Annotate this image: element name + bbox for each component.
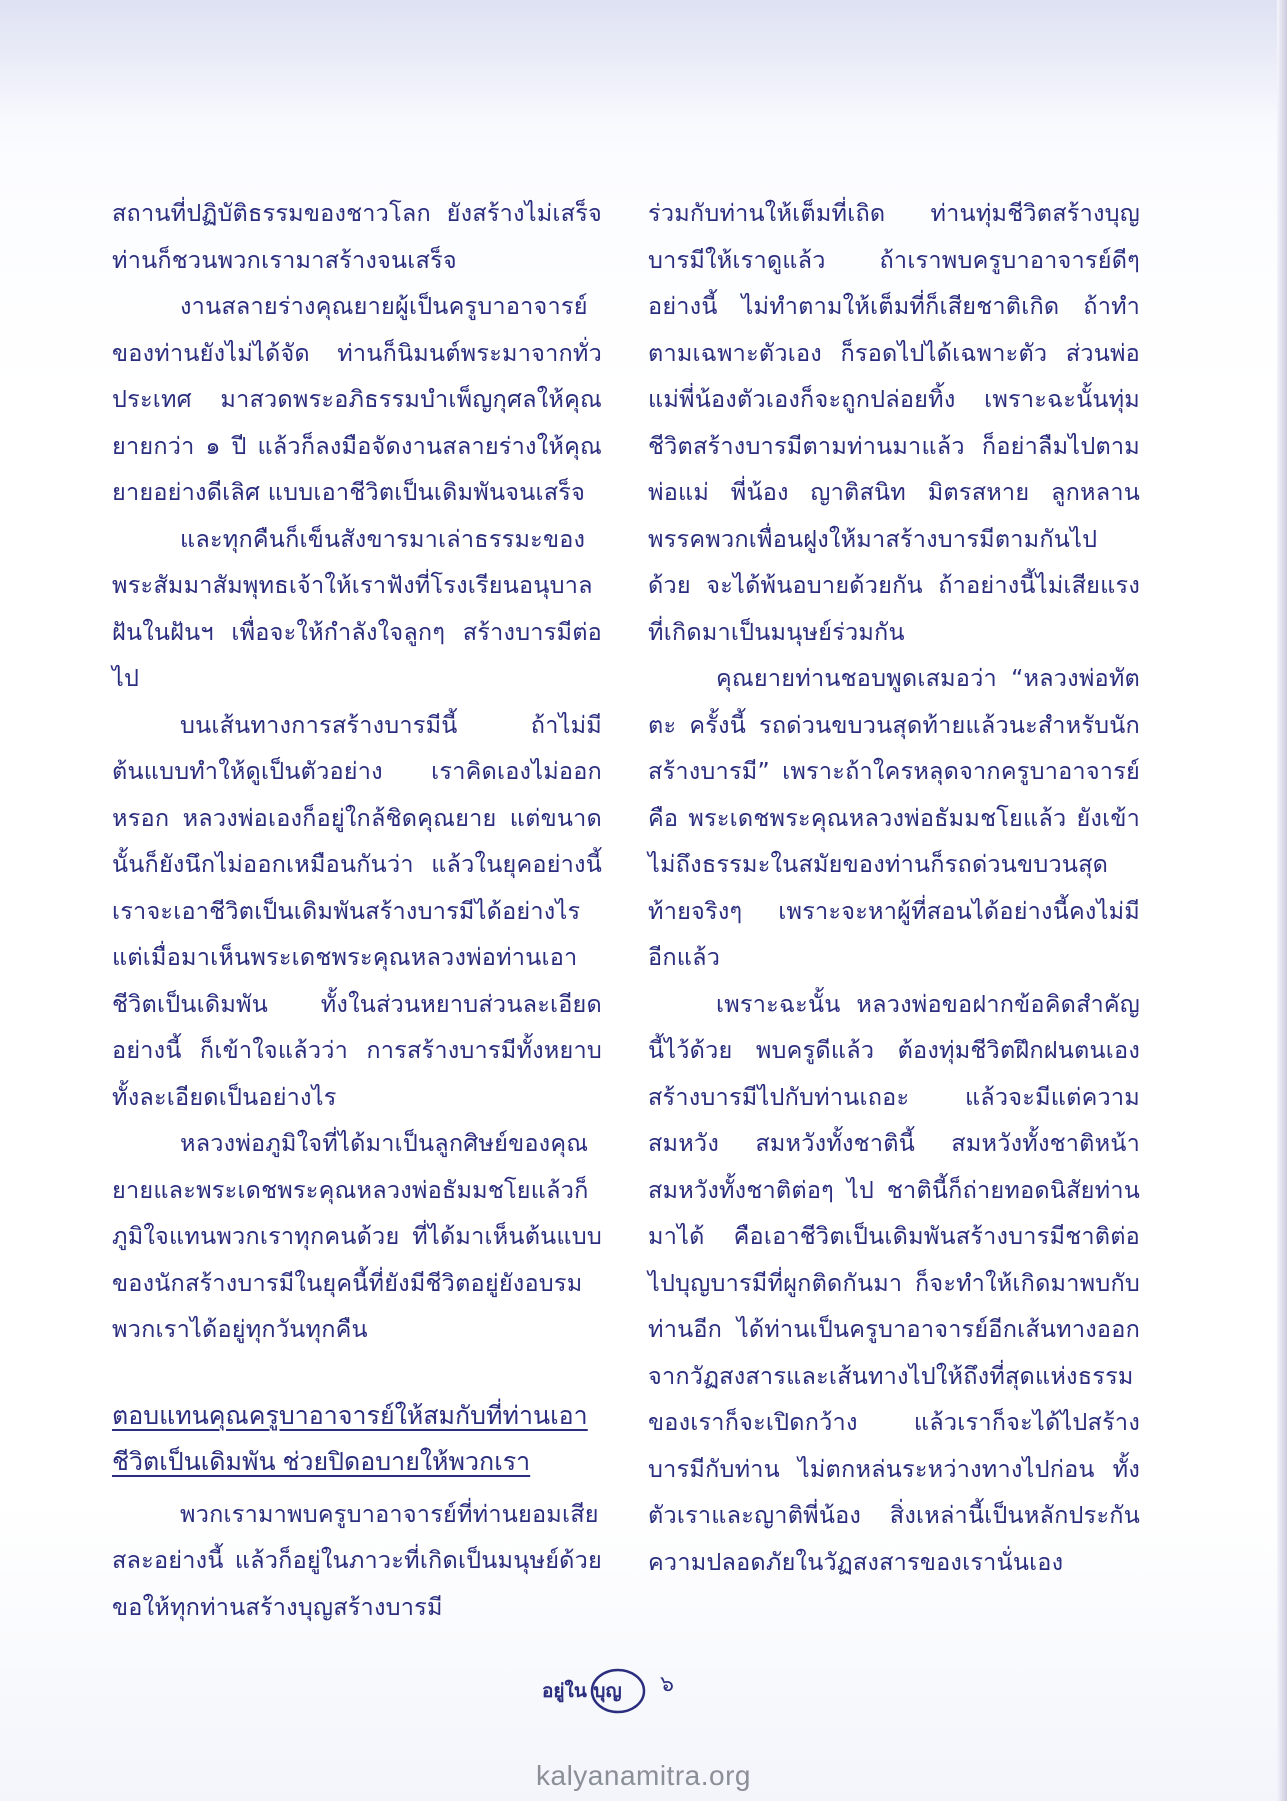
left-paragraph-1: สถานที่ปฏิบัติธรรมของชาวโลก ยังสร้างไม่เสร็จ ท่านก็ชวนพวกเรามาสร้างจนเสร็จ [112,199,602,274]
right-column [648,190,1140,1585]
left-paragraph-3: และทุกคืนก็เข็นสังขารมาเล่าธรรมะของพระสัมมาสัมพุทธเจ้าให้เราฟังที่โรงเรียนอนุบาลฝันในฝันฯ เพื่อจะให้กำลังใจลูกๆ สร้างบารมีต่อไป [112,524,602,692]
page-top-shade [0,0,1287,120]
page-number: ๖ [660,1672,674,1697]
left-paragraph-4: บนเส้นทางการสร้างบารมีนี้ ถ้าไม่มีต้นแบบทำให้ดูเป็นตัวอย่าง เราคิดเองไม่ออกหรอก หลวงพ่อเองก็อยู่ใกล้ชิดคุณยาย แต่ขนาดนั้นก็ยังนึกไม่ออกเหมือนกันว่า แล้วในยุคอย่างนี้ เราจะเอาชีวิตเป็นเดิมพันสร้างบารมีได้อย่างไร แต่เมื่อมาเห็นพระเดชพระคุณหลวงพ่อท่านเอาชีวิตเป็นเดิมพัน ทั้งในส่วนหยาบส่วนละเอียดอย่างนี้ ก็เข้าใจแล้วว่า การสร้างบารมีทั้งหยาบทั้งละเอียดเป็นอย่างไร [112,710,602,1111]
left-paragraph-2: งานสลายร่างคุณยายผู้เป็นครูบาอาจารย์ของท่านยังไม่ได้จัด ท่านก็นิมนต์พระมาจากทั่วประเทศ มาสวดพระอภิธรรมบำเพ็ญกุศลให้คุณยายกว่า ๑ ปี แล้วก็ลงมือจัดงานสลายร่างให้คุณยายอย่างดีเลิศ แบบเอาชีวิตเป็นเดิมพันจนเสร็จ [112,292,602,506]
right-paragraph-2: คุณยายท่านชอบพูดเสมอว่า “หลวงพ่อทัตตะ ครั้งนี้ รถด่วนขบวนสุดท้ายแล้วนะสำหรับนักสร้างบารมี” เพราะถ้าใครหลุดจากครูบาอาจารย์ คือ พระเดชพระคุณหลวงพ่อธัมมชโยแล้ว ยังเข้าไม่ถึงธรรมะในสมัยของท่านก็รถด่วนขบวนสุดท้ายจริงๆ เพราะจะหาผู้ที่สอนได้อย่างนี้คงไม่มีอีกแล้ว [648,664,1140,971]
page-edge [1277,0,1287,1801]
watermark: kalyanamitra.org [536,1760,751,1791]
left-paragraph-6: พวกเรามาพบครูบาอาจารย์ที่ท่านยอมเสียสละอย่างนี้ แล้วก็อยู่ในภาวะที่เกิดเป็นมนุษย์ด้วย ขอให้ทุกท่านสร้างบุญสร้างบารมี [112,1499,602,1621]
left-paragraph-5: หลวงพ่อภูมิใจที่ได้มาเป็นลูกศิษย์ของคุณยายและพระเดชพระคุณหลวงพ่อธัมมชโยแล้วก็ภูมิใจแทนพวกเราทุกคนด้วย ที่ได้มาเห็นต้นแบบของนักสร้างบารมีในยุคนี้ที่ยังมีชีวิตอยู่ยังอบรมพวกเราได้อยู่ทุกวันทุกคืน [112,1129,602,1343]
page-footer [0,1664,1287,1724]
left-column [112,190,602,1630]
right-paragraph-3: เพราะฉะนั้น หลวงพ่อขอฝากข้อคิดสำคัญนี้ไว้ด้วย พบครูดีแล้ว ต้องทุ่มชีวิตฝึกฝนตนเองสร้างบารมีไปกับท่านเถอะ แล้วจะมีแต่ความสมหวัง สมหวังทั้งชาตินี้ สมหวังทั้งชาติหน้าสมหวังทั้งชาติต่อๆ ไป ชาตินี้ก็ถ่ายทอดนิสัยท่านมาได้ คือเอาชีวิตเป็นเดิมพันสร้างบารมีชาติต่อไปบุญบารมีที่ผูกติดกันมา ก็จะทำให้เกิดมาพบกับท่านอีก ได้ท่านเป็นครูบาอาจารย์อีกเส้นทางออกจากวัฏสงสารและเส้นทางไปให้ถึงที่สุดแห่งธรรมของเราก็จะเปิดกว้าง แล้วเราก็จะได้ไปสร้างบารมีกับท่าน ไม่ตกหล่นระหว่างทางไปก่อน ทั้งตัวเราและญาติพี่น้อง สิ่งเหล่านี้เป็นหลักประกันความปลอดภัยในวัฏสงสารของเรานั่นเอง [648,989,1140,1576]
magazine-logo [538,1664,648,1718]
logo-text: อยู่ใน บุญ [542,1680,622,1702]
right-paragraph-1: ร่วมกับท่านให้เต็มที่เถิด ท่านทุ่มชีวิตสร้างบุญบารมีให้เราดูแล้ว ถ้าเราพบครูบาอาจารย์ดีๆ อย่างนี้ ไม่ทำตามให้เต็มที่ก็เสียชาติเกิด ถ้าทำตามเฉพาะตัวเอง ก็รอดไปได้เฉพาะตัว ส่วนพ่อแม่พี่น้องตัวเองก็จะถูกปล่อยทิ้ง เพราะฉะนั้นทุ่มชีวิตสร้างบารมีตามท่านมาแล้ว ก็อย่าลืมไปตามพ่อแม่ พี่น้อง ญาติสนิท มิตรสหาย ลูกหลานพรรคพวกเพื่อนฝูงให้มาสร้างบารมีตามกันไปด้วย จะได้พ้นอบายด้วยกัน ถ้าอย่างนี้ไม่เสียแรงที่เกิดมาเป็นมนุษย์ร่วมกัน [648,199,1140,646]
magazine-logo-mark [538,1664,648,1718]
section-heading: ตอบแทนคุณครูบาอาจารย์ให้สมกับที่ท่านเอาชีวิตเป็นเดิมพัน ช่วยปิดอบายให้พวกเรา [112,1401,588,1476]
